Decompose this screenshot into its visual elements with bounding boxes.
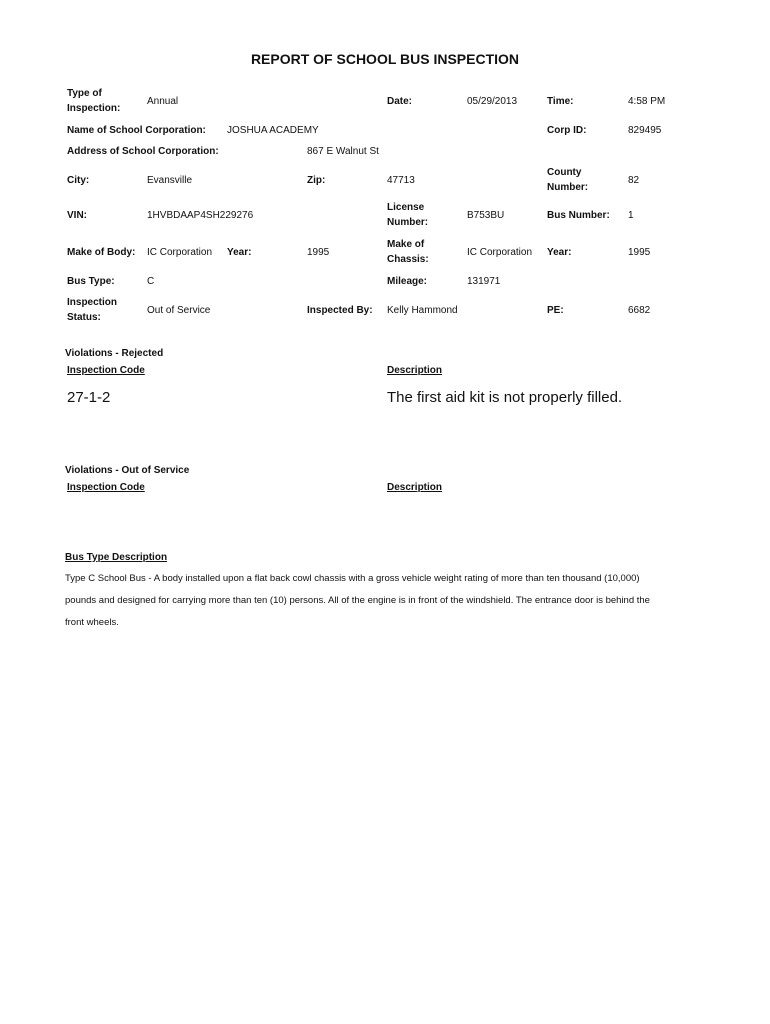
oos-description-header: Description [387, 482, 443, 493]
bus-type-description-line-3: front wheels. [65, 617, 119, 628]
violations-oos-heading: Violations - Out of Service [65, 465, 190, 476]
pe-value: 6682 [628, 305, 651, 316]
chassis-year-label: Year: [547, 247, 572, 258]
zip-value: 47713 [387, 175, 415, 186]
bus-type-label: Bus Type: [67, 276, 115, 287]
rejected-description-header: Description [387, 365, 443, 376]
school-corp-value: JOSHUA ACADEMY [227, 125, 319, 136]
address-value: 867 E Walnut St [307, 146, 379, 157]
county-number-value: 82 [628, 175, 640, 186]
type-of-inspection-label: Type of Inspection: [67, 88, 121, 114]
bus-type-description-line-1: Type C School Bus - A body installed upon a flat back cowl chassis with a gross vehicle weight rating of more than ten thousand (10,000) [65, 573, 640, 584]
body-year-label: Year: [227, 247, 252, 258]
rejected-violation-code: 27-1-2 [67, 389, 111, 406]
date-label: Date: [387, 96, 413, 107]
oos-code-header: Inspection Code [67, 482, 145, 493]
mileage-label: Mileage: [387, 276, 428, 287]
bus-type-value: C [147, 276, 155, 287]
type-of-inspection-value: Annual [147, 96, 179, 107]
inspection-status-value: Out of Service [147, 305, 211, 316]
bus-number-label: Bus Number: [547, 210, 610, 221]
make-of-chassis-label: Make of Chassis: [387, 239, 429, 265]
time-value: 4:58 PM [628, 96, 666, 107]
time-label: Time: [547, 96, 574, 107]
license-number-label: License Number: [387, 202, 429, 228]
rejected-violation-description: The first aid kit is not properly filled. [387, 389, 623, 406]
bus-type-description-line-2: pounds and designed for carrying more than ten (10) persons. All of the engine is in front of the windshield. The entrance door is behind the [65, 595, 650, 606]
zip-label: Zip: [307, 175, 326, 186]
mileage-value: 131971 [467, 276, 501, 287]
violations-rejected-heading: Violations - Rejected [65, 348, 164, 359]
make-of-chassis-value: IC Corporation [467, 247, 533, 258]
school-corp-label: Name of School Corporation: [67, 125, 206, 136]
inspection-status-label: Inspection Status: [67, 297, 118, 323]
corp-id-label: Corp ID: [547, 125, 587, 136]
city-value: Evansville [147, 175, 193, 186]
bus-type-description-heading: Bus Type Description [65, 552, 168, 563]
make-of-body-label: Make of Body: [67, 247, 136, 258]
report-title: REPORT OF SCHOOL BUS INSPECTION [250, 51, 520, 67]
corp-id-value: 829495 [628, 125, 662, 136]
body-year-value: 1995 [307, 247, 330, 258]
vin-label: VIN: [67, 210, 87, 221]
vin-value: 1HVBDAAP4SH229276 [147, 210, 254, 221]
address-label: Address of School Corporation: [67, 146, 219, 157]
pe-label: PE: [547, 305, 564, 316]
inspected-by-value: Kelly Hammond [387, 305, 458, 316]
inspected-by-label: Inspected By: [307, 305, 373, 316]
chassis-year-value: 1995 [628, 247, 651, 258]
county-number-label: County Number: [547, 167, 589, 193]
date-value: 05/29/2013 [467, 96, 518, 107]
rejected-code-header: Inspection Code [67, 365, 145, 376]
make-of-body-value: IC Corporation [147, 247, 213, 258]
bus-number-value: 1 [628, 210, 634, 221]
city-label: City: [67, 175, 90, 186]
license-number-value: B753BU [467, 210, 505, 221]
